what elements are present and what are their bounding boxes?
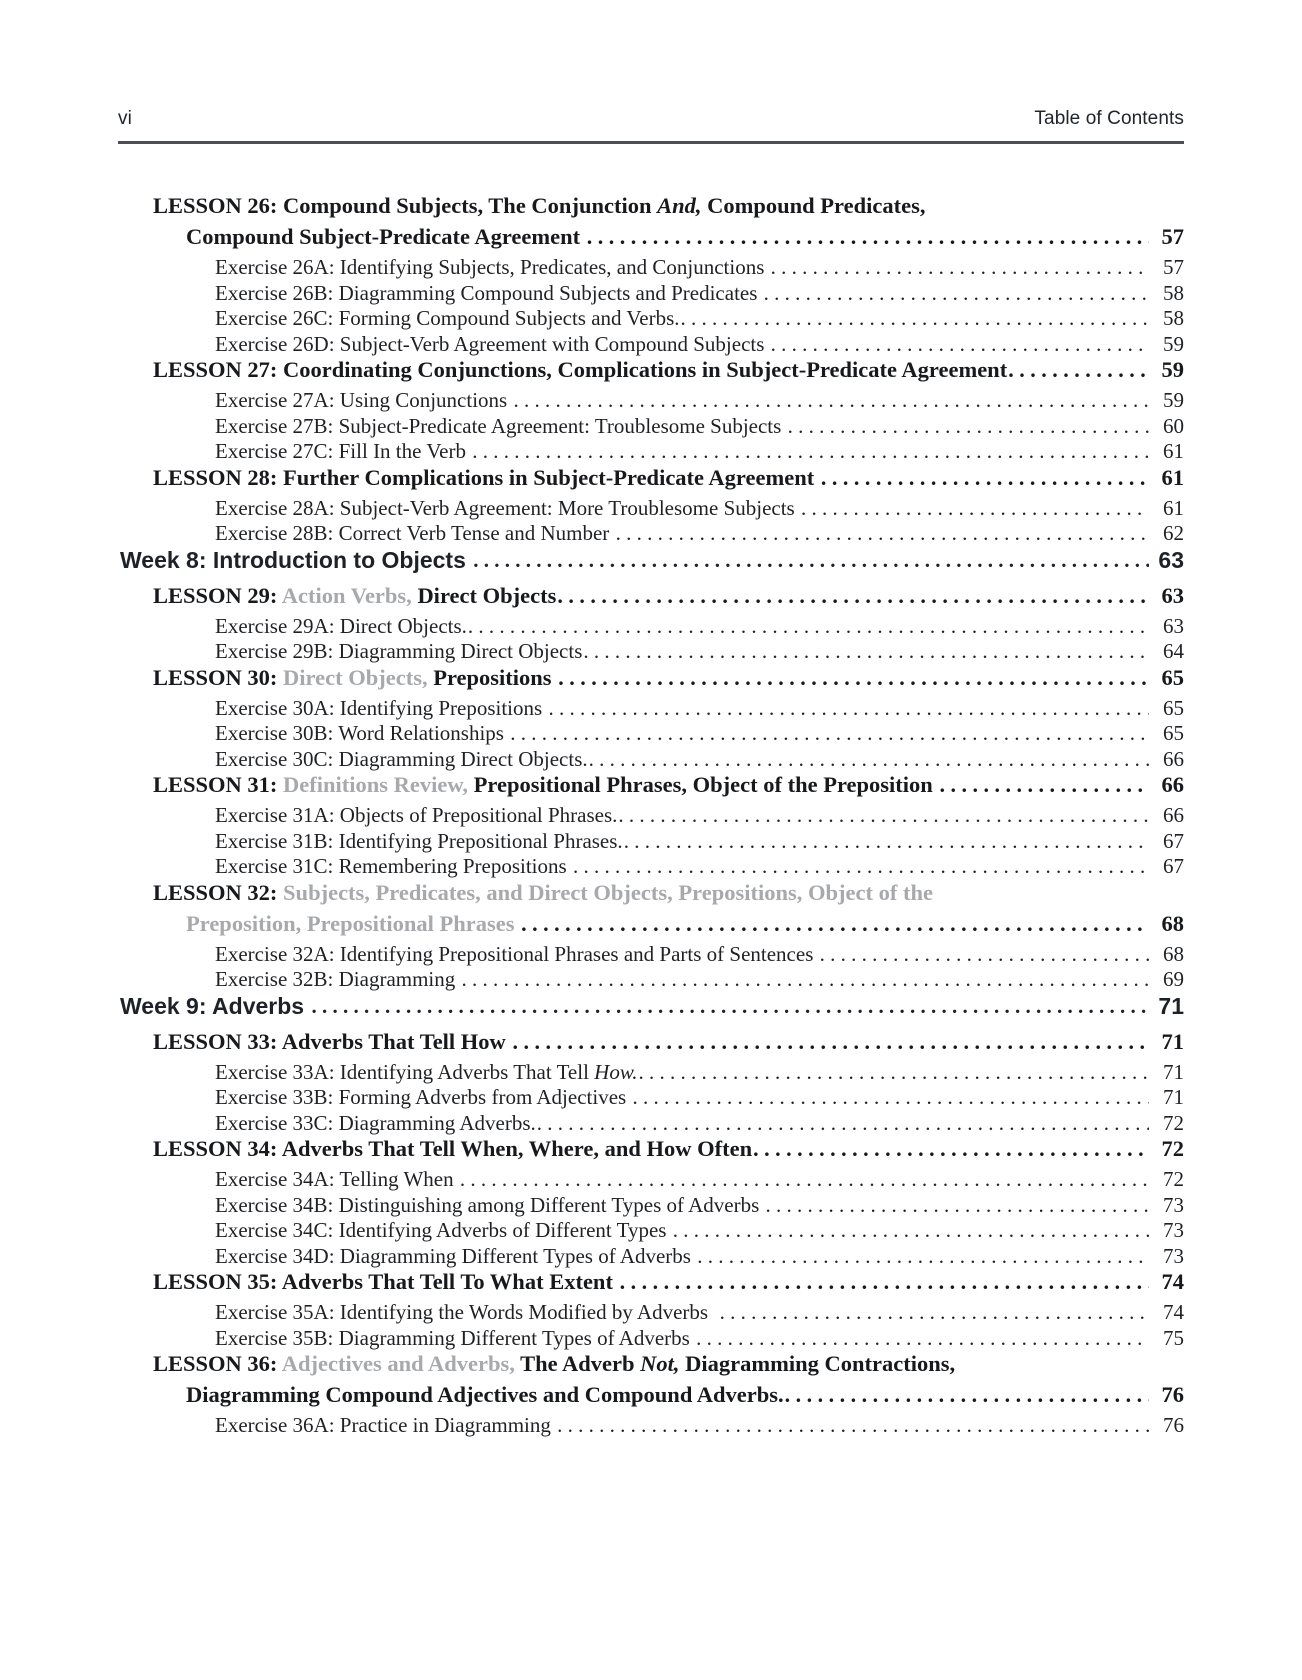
toc-entry-lesson[interactable]	[0, 1382, 1302, 1413]
toc-entry-label	[215, 829, 623, 854]
toc-entry-lesson[interactable]	[0, 193, 1302, 224]
toc-page-number[interactable]: 71	[1163, 1085, 1184, 1109]
running-head	[118, 108, 1184, 130]
toc-label-gray-run: Direct Objects,	[283, 664, 428, 690]
toc-label-run: Exercise 26C: Forming Compound Subjects and Verbs.	[215, 306, 680, 330]
toc-page-number[interactable]: 71	[1163, 1059, 1184, 1084]
toc-page-number[interactable]: 59	[1163, 331, 1184, 356]
toc-label-run: LESSON 35: Adverbs That Tell To What Extent	[153, 1269, 619, 1294]
dot-leader	[771, 332, 1149, 357]
dot-leader	[801, 496, 1149, 521]
toc-entry-exercise[interactable]	[0, 332, 1302, 358]
toc-entry-exercise[interactable]	[0, 854, 1302, 880]
toc-page-number[interactable]: 63	[1163, 613, 1184, 638]
dot-leader	[558, 665, 1149, 691]
toc-page-number[interactable]: 63	[1158, 546, 1184, 573]
toc-entry-exercise[interactable]	[0, 829, 1302, 855]
toc-label-gray-run: Action Verbs,	[281, 582, 412, 608]
dot-leader	[311, 994, 1149, 1019]
dot-leader	[510, 721, 1149, 746]
toc-label-run: Exercise 28A: Subject-Verb Agreement: More Troublesome Subjects	[215, 495, 800, 520]
toc-entry-label	[120, 993, 310, 1020]
toc-label-run: Exercise 29A: Direct Objects.	[215, 613, 467, 638]
toc-label-run: Exercise 26A: Identifying Subjects, Predicates, and Conjunctions	[215, 255, 770, 279]
toc-label-run: Week 8: Introduction to Objects	[120, 546, 473, 573]
page-folio: vi	[118, 108, 132, 129]
toc-label-run: Exercise 33A: Identifying Adverbs That Tell	[215, 1059, 595, 1084]
toc-label-run: Exercise 34A: Telling When	[215, 1167, 459, 1191]
toc-entry-label	[215, 1413, 556, 1438]
toc-page-number[interactable]: 59	[1163, 388, 1184, 412]
dot-leader	[764, 281, 1149, 306]
toc-label-run: Exercise 27A: Using Conjunctions	[215, 388, 513, 412]
toc-entry-exercise[interactable]	[0, 1193, 1302, 1219]
toc-label-run: Exercise 26B: Diagramming Compound Subjects and Predicates	[215, 280, 763, 305]
toc-entry-list	[0, 193, 1302, 1439]
toc-page-number[interactable]: 57	[1161, 224, 1184, 249]
toc-entry-label	[215, 721, 509, 746]
toc-entry-label	[186, 911, 520, 937]
toc-entry-label	[215, 614, 467, 639]
toc-entry-label	[215, 1244, 696, 1269]
dot-leader	[624, 829, 1149, 854]
dot-leader	[513, 388, 1149, 413]
toc-page-number[interactable]: 67	[1163, 828, 1184, 853]
toc-entry-exercise[interactable]	[0, 306, 1302, 332]
toc-label-italic-run: How.	[594, 1059, 638, 1084]
toc-entry-label	[153, 583, 556, 609]
toc-entry-label	[215, 803, 617, 828]
toc-page-number[interactable]: 69	[1163, 967, 1184, 991]
toc-label-run: LESSON 27: Coordinating Conjunctions, Complications in Subject-Predicate Agreement	[153, 357, 1008, 382]
toc-entry-label	[215, 854, 572, 879]
toc-label-run: Week 9: Adverbs	[120, 992, 311, 1019]
toc-entry-exercise[interactable]	[0, 696, 1302, 722]
toc-label-run: The Adverb	[514, 1351, 641, 1376]
toc-page-number[interactable]: 73	[1163, 1243, 1184, 1268]
dot-leader	[583, 639, 1149, 664]
dot-leader	[696, 1326, 1149, 1351]
dot-leader	[681, 306, 1150, 331]
toc-label-run: LESSON 31:	[153, 772, 284, 797]
toc-entry-label	[215, 1326, 695, 1351]
toc-entry-label	[153, 772, 938, 798]
toc-page-number[interactable]: 66	[1163, 746, 1184, 771]
toc-label-run: LESSON 33: Adverbs That Tell How	[153, 1028, 512, 1054]
toc-entry-lesson[interactable]	[0, 357, 1302, 388]
toc-label-italic-run: Not,	[640, 1351, 680, 1376]
toc-page-number[interactable]: 68	[1163, 941, 1184, 966]
dot-leader	[939, 772, 1149, 798]
dot-leader	[557, 1413, 1149, 1438]
toc-label-italic-run: And,	[657, 193, 702, 218]
toc-page-number[interactable]: 75	[1163, 1325, 1184, 1350]
toc-entry-label	[186, 1382, 784, 1408]
dot-leader	[697, 1244, 1149, 1269]
toc-entry-label	[153, 465, 820, 491]
toc-entry-label	[153, 665, 557, 691]
toc-entry-lesson[interactable]	[0, 880, 1302, 911]
toc-entry-label	[215, 496, 800, 521]
toc-page-number[interactable]: 73	[1163, 1218, 1184, 1242]
toc-page-number[interactable]: 71	[1158, 992, 1184, 1019]
toc-label-gray-run: Adjectives and Adverbs,	[281, 1351, 515, 1376]
toc-entry-label	[186, 224, 586, 250]
dot-leader	[753, 1136, 1149, 1162]
toc-entry-label	[215, 747, 588, 772]
toc-label-run: Exercise 34D: Diagramming Different Types of Adverbs	[215, 1243, 697, 1268]
toc-page-number[interactable]: 71	[1161, 1028, 1184, 1054]
toc-entry-lesson[interactable]	[0, 665, 1302, 696]
toc-entry-label	[215, 696, 547, 721]
toc-entry-week[interactable]	[0, 993, 1302, 1029]
toc-entry-lesson[interactable]	[0, 1269, 1302, 1300]
toc-page-number[interactable]: 61	[1163, 495, 1184, 520]
toc-label-run: Exercise 34B: Distinguishing among Different Types of Adverbs	[215, 1192, 765, 1217]
toc-entry-lesson[interactable]	[0, 465, 1302, 496]
toc-entry-exercise[interactable]	[0, 1218, 1302, 1244]
toc-label-run: Exercise 32A: Identifying Prepositional Phrases and Parts of Sentences	[215, 941, 819, 966]
toc-entry-lesson[interactable]	[0, 583, 1302, 614]
dot-leader	[521, 911, 1149, 937]
dot-leader	[639, 1060, 1149, 1085]
toc-entry-label	[215, 1085, 631, 1110]
toc-entry-lesson[interactable]	[0, 1351, 1302, 1382]
toc-page-number[interactable]: 72	[1163, 1167, 1184, 1191]
toc-entry-label	[215, 1111, 536, 1136]
toc-entry-exercise[interactable]	[0, 803, 1302, 829]
toc-label-run: LESSON 36:	[153, 1351, 282, 1376]
dot-leader	[821, 465, 1149, 491]
toc-page-number[interactable]: 65	[1161, 664, 1184, 690]
toc-label-run: Exercise 27B: Subject-Predicate Agreement: Troublesome Subjects	[215, 413, 787, 438]
toc-page-number[interactable]: 57	[1163, 255, 1184, 279]
toc-page-number[interactable]: 74	[1163, 1300, 1184, 1324]
dot-leader	[771, 255, 1149, 280]
toc-entry-label	[215, 942, 819, 967]
toc-entry-lesson[interactable]	[0, 911, 1302, 942]
toc-entry-exercise[interactable]	[0, 1060, 1302, 1086]
toc-label-run: Exercise 31A: Objects of Prepositional Phrases.	[215, 803, 618, 827]
toc-entry-exercise[interactable]	[0, 496, 1302, 522]
toc-label-run: Diagramming Compound Adjectives and Compound Adverbs.	[186, 1382, 784, 1407]
toc-entry-label	[153, 1136, 752, 1162]
toc-page-number[interactable]: 72	[1163, 1110, 1184, 1135]
toc-label-run: LESSON 32:	[153, 879, 284, 905]
toc-entry-lesson[interactable]	[0, 1029, 1302, 1060]
toc-label-run: Prepositions	[427, 664, 558, 690]
toc-label-run: Exercise 30C: Diagramming Direct Objects.	[215, 746, 588, 771]
toc-entry-label	[215, 1218, 672, 1243]
toc-label-run: Exercise 35A: Identifying the Words Modified by Adverbs	[215, 1300, 719, 1324]
toc-entry-lesson[interactable]	[0, 224, 1302, 255]
toc-entry-exercise[interactable]	[0, 255, 1302, 281]
toc-page-number[interactable]: 59	[1161, 357, 1184, 382]
toc-entry-exercise[interactable]	[0, 1111, 1302, 1137]
toc-label-run: Exercise 35B: Diagramming Different Types of Adverbs	[215, 1325, 696, 1350]
toc-page-number[interactable]: 73	[1163, 1192, 1184, 1217]
toc-label-run: Exercise 30A: Identifying Prepositions	[215, 695, 548, 720]
toc-label-run: Exercise 28B: Correct Verb Tense and Number	[215, 521, 615, 545]
toc-entry-label	[153, 357, 1007, 383]
toc-entry-label	[215, 1060, 638, 1085]
toc-page-number[interactable]: 61	[1161, 464, 1184, 490]
dot-leader	[537, 1111, 1149, 1136]
toc-entry-exercise[interactable]	[0, 1413, 1302, 1439]
toc-entry-exercise[interactable]	[0, 1300, 1302, 1326]
toc-entry-label	[215, 967, 461, 992]
toc-entry-exercise[interactable]	[0, 614, 1302, 640]
toc-label-run: Exercise 30B: Word Relationships	[215, 721, 510, 745]
toc-page-number[interactable]: 72	[1161, 1136, 1184, 1161]
toc-entry-label	[153, 1269, 619, 1295]
toc-label-run: Compound Predicates,	[701, 193, 926, 218]
toc-label-run: LESSON 30:	[153, 664, 284, 690]
toc-entry-exercise[interactable]	[0, 1326, 1302, 1352]
toc-entry-label	[153, 880, 933, 906]
dot-leader	[557, 583, 1149, 609]
dot-leader	[548, 696, 1149, 721]
toc-page-number[interactable]: 63	[1161, 582, 1184, 608]
toc-label-run: Exercise 29B: Diagramming Direct Objects	[215, 639, 583, 663]
toc-label-gray-run: Preposition, Prepositional Phrases	[186, 910, 521, 936]
toc-label-run: Exercise 36A: Practice in Diagramming	[215, 1413, 557, 1437]
toc-entry-exercise[interactable]	[0, 439, 1302, 465]
dot-leader	[620, 1269, 1149, 1295]
toc-entry-label	[153, 1029, 511, 1055]
dot-leader	[720, 1300, 1149, 1325]
dot-leader	[512, 1029, 1149, 1055]
toc-label-run: Exercise 34C: Identifying Adverbs of Different Types	[215, 1218, 672, 1242]
toc-entry-label	[215, 388, 512, 413]
toc-entry-label	[153, 193, 925, 219]
toc-page-number[interactable]: 60	[1163, 413, 1184, 438]
toc-label-gray-run: Subjects, Predicates, and Direct Objects, Prepositions, Object of the	[283, 879, 933, 905]
toc-entry-label	[215, 639, 582, 664]
toc-entry-exercise[interactable]	[0, 281, 1302, 307]
dot-leader	[616, 521, 1149, 546]
dot-leader	[473, 548, 1149, 573]
toc-label-run: Exercise 32B: Diagramming	[215, 967, 461, 991]
toc-page-number[interactable]: 62	[1163, 521, 1184, 545]
toc-entry-label	[215, 1300, 719, 1325]
toc-label-run: Compound Subject-Predicate Agreement	[186, 224, 586, 249]
toc-entry-exercise[interactable]	[0, 721, 1302, 747]
toc-entry-exercise[interactable]	[0, 1244, 1302, 1270]
dot-leader	[573, 854, 1149, 879]
dot-leader	[618, 803, 1149, 828]
dot-leader	[589, 747, 1149, 772]
toc-label-gray-run: Definitions Review,	[283, 772, 469, 797]
toc-page-number[interactable]: 58	[1163, 306, 1184, 330]
header-rule	[118, 141, 1184, 144]
dot-leader	[1008, 357, 1149, 383]
toc-page-number[interactable]: 65	[1163, 695, 1184, 720]
toc-entry-lesson[interactable]	[0, 772, 1302, 803]
running-head-title: Table of Contents	[1034, 108, 1184, 129]
toc-entry-exercise[interactable]	[0, 747, 1302, 773]
toc-entry-week[interactable]	[0, 547, 1302, 583]
toc-page-number[interactable]: 66	[1163, 803, 1184, 827]
toc-page-number[interactable]: 66	[1161, 772, 1184, 797]
toc-page-number[interactable]: 67	[1163, 854, 1184, 878]
dot-leader	[460, 1167, 1149, 1192]
toc-label-run: Exercise 31C: Remembering Prepositions	[215, 854, 572, 878]
dot-leader	[673, 1218, 1149, 1243]
toc-label-run: Prepositional Phrases, Object of the Preposition	[468, 772, 939, 797]
toc-label-run: LESSON 28: Further Complications in Subject-Predicate Agreement	[153, 464, 820, 490]
toc-page-number[interactable]: 64	[1163, 639, 1184, 663]
toc-entry-exercise[interactable]	[0, 521, 1302, 547]
toc-entry-label	[215, 1193, 765, 1218]
toc-page-number[interactable]: 65	[1163, 721, 1184, 745]
dot-leader	[766, 1193, 1149, 1218]
toc-entry-exercise[interactable]	[0, 967, 1302, 993]
toc-label-run: Exercise 26D: Subject-Verb Agreement with Compound Subjects	[215, 331, 770, 356]
toc-entry-label	[215, 521, 615, 546]
toc-page-number[interactable]: 74	[1161, 1269, 1184, 1294]
dot-leader	[462, 967, 1149, 992]
toc-page-number[interactable]: 76	[1161, 1382, 1184, 1407]
toc-entry-exercise[interactable]	[0, 1085, 1302, 1111]
toc-label-run: LESSON 26: Compound Subjects, The Conjunction	[153, 193, 658, 218]
toc-entry-label	[153, 1351, 955, 1377]
toc-entry-label	[215, 332, 770, 357]
toc-label-run: Direct Objects	[411, 582, 557, 608]
toc-label-run: Exercise 27C: Fill In the Verb	[215, 439, 472, 463]
toc-label-run: Diagramming Contractions,	[679, 1351, 956, 1376]
toc-entry-exercise[interactable]	[0, 388, 1302, 414]
toc-label-run: Exercise 33C: Diagramming Adverbs.	[215, 1110, 536, 1135]
toc-entry-label	[215, 439, 471, 464]
toc-entry-exercise[interactable]	[0, 414, 1302, 440]
dot-leader	[785, 1382, 1149, 1408]
toc-entry-exercise[interactable]	[0, 942, 1302, 968]
toc-label-run: Exercise 33B: Forming Adverbs from Adjectives	[215, 1085, 632, 1109]
toc-entry-label	[120, 547, 472, 574]
toc-label-run: LESSON 34: Adverbs That Tell When, Where, and How Often	[153, 1136, 753, 1161]
toc-entry-exercise[interactable]	[0, 639, 1302, 665]
dot-leader	[468, 614, 1149, 639]
toc-page-number[interactable]: 61	[1163, 439, 1184, 463]
toc-entry-exercise[interactable]	[0, 1167, 1302, 1193]
dot-leader	[788, 414, 1149, 439]
toc-entry-label	[215, 255, 770, 280]
dot-leader	[632, 1085, 1149, 1110]
toc-entry-label	[215, 281, 763, 306]
dot-leader	[820, 942, 1149, 967]
toc-page-number[interactable]: 76	[1163, 1413, 1184, 1437]
dot-leader	[472, 439, 1149, 464]
dot-leader	[587, 224, 1149, 250]
toc-page-number[interactable]: 68	[1161, 910, 1184, 936]
toc-entry-label	[215, 1167, 459, 1192]
toc-label-run: Exercise 31B: Identifying Prepositional Phrases.	[215, 828, 623, 853]
toc-entry-label	[215, 414, 787, 439]
toc-page-number[interactable]: 58	[1163, 280, 1184, 305]
toc-entry-label	[215, 306, 680, 331]
toc-label-run: LESSON 29:	[153, 582, 282, 608]
toc-entry-lesson[interactable]	[0, 1136, 1302, 1167]
